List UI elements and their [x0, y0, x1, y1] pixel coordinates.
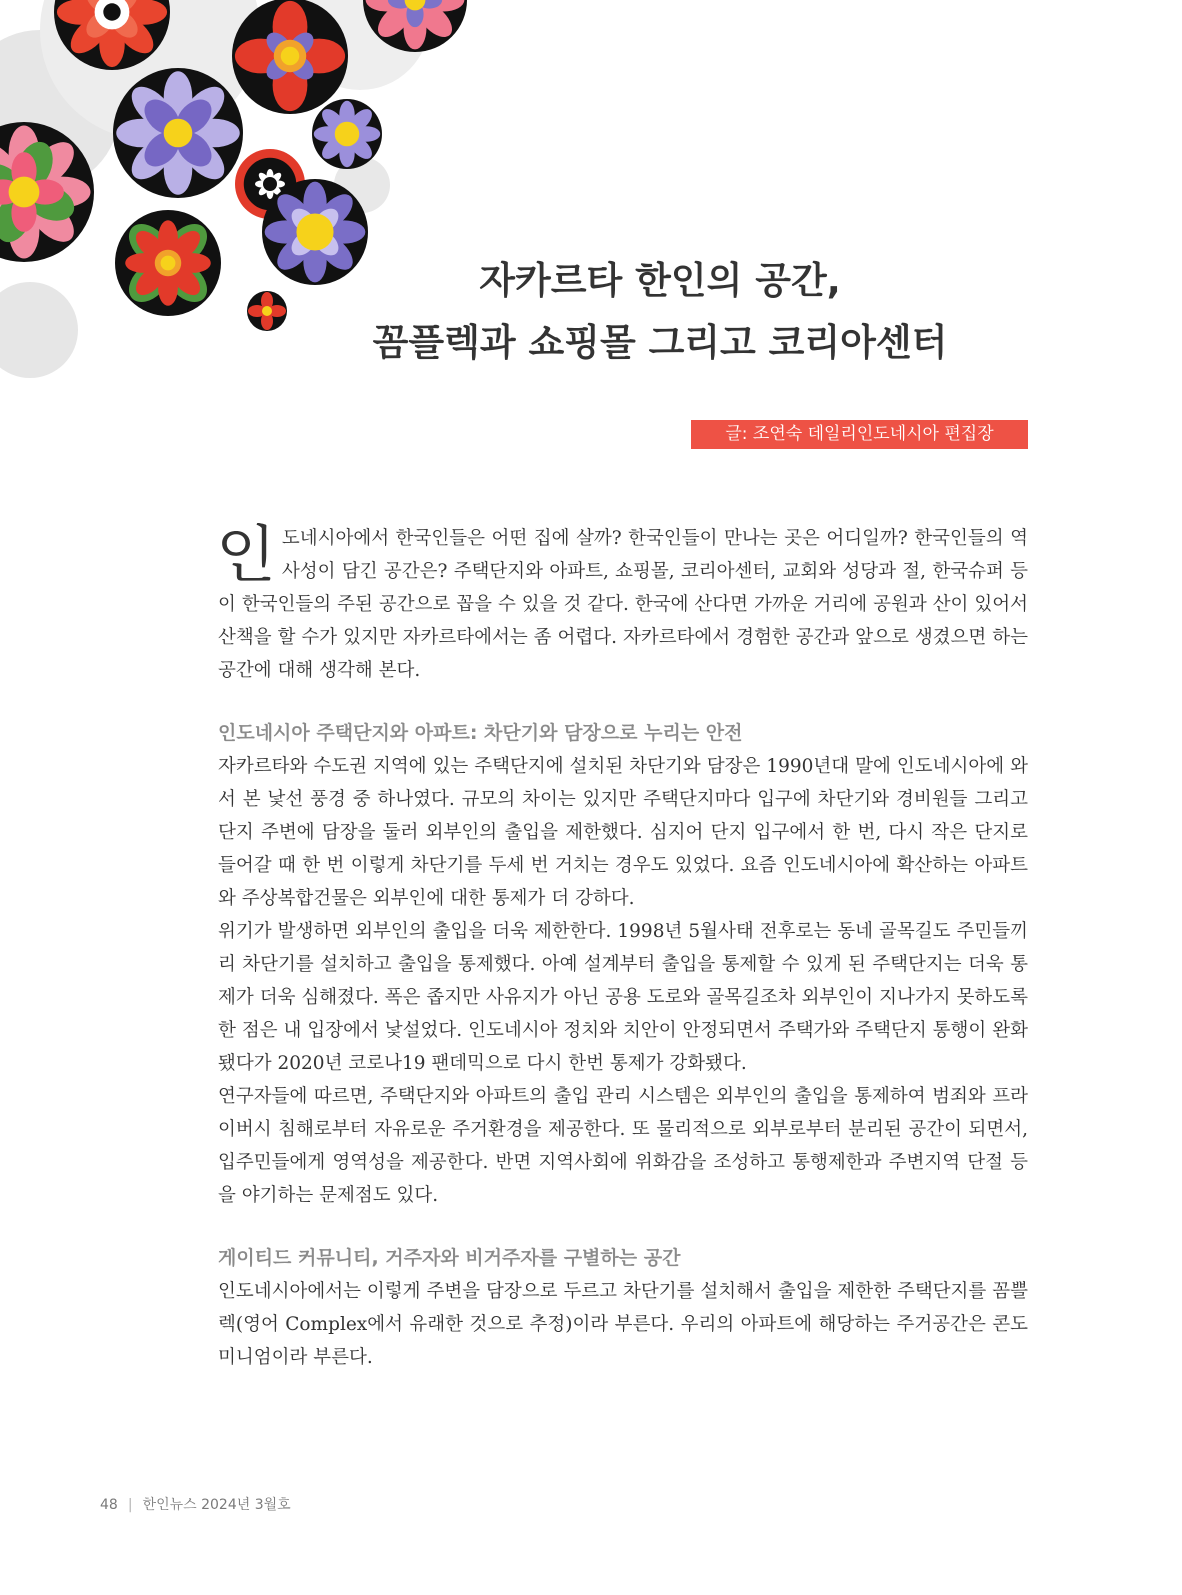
section-heading-1: 인도네시아 주택단지와 아파트: 차단기와 담장으로 누리는 안전: [218, 722, 743, 744]
section2-paragraph-1: 인도네시아에서는 이렇게 주변을 담장으로 두르고 차단기를 설치해서 출입을 제한한 주택단지를 꼼쁠렉(영어 Complex에서 유래한 것으로 추정)이라 부른다. 우리의 아파트에 해당하는 주거공간은 콘도미니엄이라 부른다.: [218, 1281, 1028, 1368]
article-title-line1: 자카르타 한인의 공간,: [479, 258, 841, 302]
footer-separator: |: [127, 1497, 133, 1513]
section-heading-2: 게이티드 커뮤니티, 거주자와 비거주자를 구별하는 공간: [218, 1247, 681, 1269]
intro-paragraph: [216, 518, 1028, 687]
article-title: [300, 250, 1020, 374]
drop-cap: 인: [216, 518, 276, 591]
section1-paragraph-3: 연구자들에 따르면, 주택단지와 아파트의 출입 관리 시스템은 외부인의 출입을 통제하여 범죄와 프라이버시 침해로부터 자유로운 주거환경을 제공한다. 또 물리적으로 외부로부터 분리된 공간이 되면서, 입주민들에게 영역성을 제공한다. 반면 지역사회에 위화감을 조성하고 통행제한과 주변지역 단절 등을 야기하는 문제점도 있다.: [218, 1086, 1028, 1206]
article-title-line2: 꼼플렉과 쇼핑몰 그리고 코리아센터: [372, 320, 948, 364]
publication-name: 한인뉴스 2024년 3월호: [142, 1497, 291, 1513]
page-number: 48: [100, 1497, 118, 1513]
page-footer: [100, 1494, 291, 1514]
article-body: [216, 518, 1028, 1374]
section1-paragraph-2: 위기가 발생하면 외부인의 출입을 더욱 제한한다. 1998년 5월사태 전후로는 동네 골목길도 주민들끼리 차단기를 설치하고 출입을 통제했다. 아예 설계부터 출입을 통제할 수 있게 된 주택단지는 더욱 통제가 더욱 심해졌다. 폭은 좁지만 사유지가 아닌 공용 도로와 골목길조차 외부인이 지나가지 못하도록 한 점은 내 입장에서 낯설었다. 인도네시아 정치와 치안이 안정되면서 주택가와 주택단지 통행이 완화됐다가 2020년 코로나19 팬데믹으로 다시 한번 통제가 강화됐다.: [218, 921, 1028, 1074]
section1-paragraph-1: 자카르타와 수도권 지역에 있는 주택단지에 설치된 차단기와 담장은 1990년대 말에 인도네시아에 와서 본 낯선 풍경 중 하나였다. 규모의 차이는 있지만 주택단지마다 입구에 차단기와 경비원들 그리고 단지 주변에 담장을 둘러 외부인의 출입을 제한했다. 심지어 단지 입구에서 한 번, 다시 작은 단지로 들어갈 때 한 번 이렇게 차단기를 두세 번 거치는 경우도 있었다. 요즘 인도네시아에 확산하는 아파트와 주상복합건물은 외부인에 대한 통제가 더 강하다.: [218, 756, 1028, 909]
intro-text: 도네시아에서 한국인들은 어떤 집에 살까? 한국인들이 만나는 곳은 어디일까? 한국인들의 역사성이 담긴 공간은? 주택단지와 아파트, 쇼핑몰, 코리아센터, 교회와 성당과 절, 한국슈퍼 등이 한국인들의 주된 공간으로 꼽을 수 있을 것 같다. 한국에 산다면 가까운 거리에 공원과 산이 있어서 산책을 할 수가 있지만 자카르타에서는 좀 어렵다. 자카르타에서 경험한 공간과 앞으로 생겼으면 하는 공간에 대해 생각해 본다.: [218, 528, 1028, 681]
byline-badge: 글: 조연숙 데일리인도네시아 편집장: [691, 420, 1028, 449]
